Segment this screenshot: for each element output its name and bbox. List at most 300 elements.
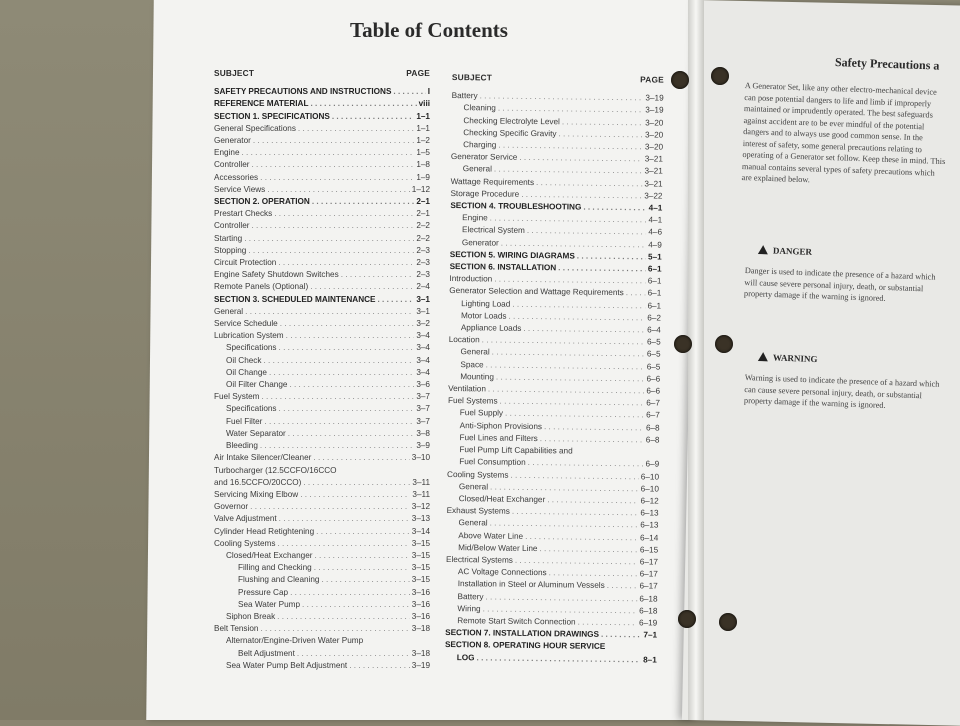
toc-entry-page: viii (418, 99, 430, 109)
toc-entry (214, 550, 430, 562)
toc-entry-page: 3–10 (411, 453, 430, 463)
toc-entry-page: 6–17 (639, 581, 658, 591)
toc-entry (214, 220, 430, 232)
toc-entry-title: Anti-Siphon Provisions (459, 420, 543, 431)
toc-entry-title: AC Voltage Connections (457, 567, 547, 578)
toc-entry-page: 6–2 (647, 313, 662, 323)
right-page-title: Safety Precautions a (834, 55, 940, 73)
toc-left-column (214, 67, 430, 672)
dot-leader (289, 379, 414, 391)
toc-entry-title: REFERENCE MATERIAL (214, 99, 309, 109)
toc-entry-page: 1–1 (416, 123, 430, 133)
toc-header (452, 71, 664, 86)
dot-leader (349, 660, 410, 672)
toc-entry-title: Cooling Systems (214, 538, 276, 548)
toc-entry-title: Starting (214, 233, 243, 243)
dot-leader (300, 489, 410, 501)
toc-entry-page: 6–6 (646, 374, 661, 384)
toc-entry-title: Remote Start Switch Connection (457, 616, 576, 627)
toc-entry-page: 1–8 (416, 160, 430, 170)
dot-leader (477, 652, 642, 666)
dot-leader (316, 526, 410, 538)
binder-hole-icon (674, 335, 692, 353)
toc-entry-page: 6–1 (647, 264, 662, 274)
dot-leader (298, 123, 414, 135)
toc-entry-title: Prestart Checks (214, 209, 273, 219)
toc-entry-title: Lighting Load (461, 298, 511, 309)
toc-entry-page: 6–18 (639, 593, 658, 604)
toc-entry-title: General (460, 347, 490, 357)
dot-leader (549, 567, 638, 580)
toc-entry-page: 2–3 (416, 258, 430, 268)
dot-leader (260, 623, 409, 635)
toc-entry-title: Fuel Lines and Filters (459, 433, 538, 443)
toc-entry-page: 3–7 (416, 404, 430, 414)
dot-leader (314, 550, 409, 562)
toc-entry-page: 6–13 (640, 508, 659, 518)
dot-leader (310, 281, 414, 293)
toc-entry (214, 257, 430, 269)
toc-entry-page: 3–12 (411, 502, 430, 512)
toc-entry-page: 3–16 (411, 599, 430, 609)
toc-entry-title: LOG (456, 652, 475, 662)
toc-entry (214, 330, 430, 342)
toc-entry-page: 6–5 (646, 349, 661, 360)
dot-leader (303, 477, 410, 489)
toc-entry-page: 6–5 (646, 337, 661, 347)
toc-entry-page: 3–16 (411, 587, 430, 597)
toc-entry-page: 6–5 (646, 362, 661, 372)
toc-right-column (445, 71, 664, 666)
toc-entry-title: Installation in Steel or Aluminum Vessels (457, 579, 605, 591)
toc-entry-title: Engine (462, 213, 488, 223)
dot-leader (279, 403, 415, 415)
toc-entry-page: 3–15 (411, 538, 430, 548)
toc-entry-title: SECTION 1. SPECIFICATIONS (214, 111, 330, 121)
toc-entry-title: General (458, 518, 488, 528)
toc-entry (214, 416, 430, 428)
toc-entry-title: Fuel System (214, 392, 260, 402)
toc-entry-title: Controller (214, 160, 250, 170)
toc-entry-page: 1–1 (416, 111, 430, 121)
toc-entry-page: 3–4 (416, 343, 430, 353)
toc-entry-page: 4–6 (648, 227, 663, 238)
toc-entry-page: 3–18 (411, 648, 430, 658)
dot-leader (577, 250, 646, 263)
toc-entry-title: Appliance Loads (460, 323, 522, 333)
toc-entry (214, 98, 430, 110)
dot-leader (562, 116, 643, 129)
toc-entry (214, 342, 430, 354)
toc-entry-title: Air Intake Silencer/Cleaner (214, 453, 312, 463)
toc-entry-page: 4–9 (648, 240, 662, 250)
dot-leader (280, 318, 415, 330)
toc-entry (214, 184, 430, 196)
dot-leader (312, 196, 414, 208)
toc-entry-title: Battery (457, 591, 484, 601)
toc-entry-title: Oil Check (226, 355, 262, 365)
toc-entry-title: Wiring (457, 603, 481, 614)
dot-leader (245, 306, 414, 318)
toc-entry-page: 6–1 (647, 276, 662, 286)
toc-entry-title: Introduction (449, 274, 493, 284)
dot-leader (252, 159, 415, 171)
toc-entry-page: 1–12 (411, 184, 430, 194)
toc-entry-page: 3–20 (645, 117, 664, 128)
toc-entry-title: SECTION 3. SCHEDULED MAINTENANCE (214, 294, 376, 304)
toc-entry-title: Engine Safety Shutdown Switches (214, 270, 339, 280)
page-header: PAGE (640, 74, 664, 85)
toc-entry-title: SECTION 4. TROUBLESHOOTING (450, 201, 582, 212)
toc-entry-title: Servicing Mixing Elbow (214, 489, 299, 499)
toc-entry-page: 8–1 (643, 654, 657, 665)
toc-entry-page: 2–3 (416, 270, 430, 280)
toc-entry (445, 652, 657, 667)
toc-entry (214, 501, 430, 513)
toc-entry-title: Charging (463, 140, 497, 150)
warning-triangle-icon (758, 352, 768, 361)
toc-entry-title: Location (448, 335, 480, 345)
toc-entry-page: 3–7 (416, 416, 430, 426)
toc-entry-page: 3–1 (416, 306, 430, 316)
toc-entry-title: Sea Water Pump Belt Adjustment (226, 660, 348, 670)
toc-entry (214, 562, 430, 574)
danger-text: Danger is used to indicate the presence of a hazard which will cause severe personal injury, death, or substantial property damage if the warning is ignored. (743, 265, 936, 303)
dot-leader (279, 342, 415, 354)
danger-label: DANGER (772, 245, 813, 257)
toc-entry-title: Water Separator (226, 428, 286, 438)
toc-entry-page: 6–9 (645, 459, 660, 469)
dot-leader (244, 233, 414, 245)
dot-leader (262, 391, 415, 403)
toc-entry (214, 635, 430, 647)
toc-entry-page: 3–19 (645, 93, 664, 103)
toc-entry-title: and 16.5CCFO/20CCO) (214, 477, 302, 487)
toc-entry-page: 6–10 (640, 484, 659, 494)
toc-entry-title: Fuel Filter (226, 416, 263, 426)
toc-entry-title: Alternator/Engine-Driven Water Pump (226, 636, 364, 646)
dot-leader (547, 494, 638, 507)
toc-entry (214, 526, 430, 538)
dot-leader (310, 98, 416, 110)
warning-heading (758, 352, 818, 364)
toc-entry (214, 86, 430, 98)
toc-entry-page: 1–5 (416, 148, 430, 158)
toc-entry-page: 3–19 (645, 105, 664, 115)
binder-hole-icon (678, 610, 696, 628)
toc-entry-page: 3–4 (416, 355, 430, 365)
toc-entry-title: Generator Selection and Wattage Requirements (449, 286, 624, 298)
binder-hole-icon (671, 71, 689, 89)
toc-entry (214, 367, 430, 379)
toc-entry-title: SECTION 8. OPERATING HOUR SERVICE (444, 640, 606, 652)
toc-entry-title: Fuel Consumption (459, 457, 526, 468)
dot-leader (242, 147, 415, 159)
toc-entry-page: 3–1 (416, 294, 430, 304)
dot-leader (269, 367, 414, 379)
toc-entry-title: General (458, 481, 489, 492)
toc-entry-page: 3–19 (411, 660, 430, 670)
toc-entry-page: I (427, 87, 430, 97)
toc-entry-page: 3–9 (416, 441, 430, 451)
toc-entry (214, 599, 430, 611)
toc-entry-title: General (462, 164, 492, 174)
toc-entry-page: 1–2 (416, 136, 430, 146)
toc-entry-page: 3–18 (411, 624, 430, 634)
toc-entry-page: 3–15 (411, 563, 430, 573)
toc-entry-page: 4–1 (648, 215, 663, 225)
toc-entry-title: Cylinder Head Retightening (214, 526, 315, 536)
toc-entry-title: Belt Adjustment (238, 648, 295, 658)
toc-entry-title: Belt Tension (214, 624, 259, 634)
toc-entry-page: 6–19 (638, 618, 658, 628)
toc-entry-title: Electrical System (462, 225, 525, 236)
toc-entry-title: Pressure Cap (238, 587, 289, 597)
toc-entry-title: Generator (461, 237, 499, 248)
toc-header (214, 67, 430, 79)
toc-entry-title: General (214, 306, 244, 316)
toc-entry-title: Generator (214, 136, 251, 146)
toc-entry (214, 489, 430, 501)
toc-entry (214, 574, 430, 586)
toc-entry-title: Service Schedule (214, 319, 278, 329)
toc-entry-page: 3–21 (644, 166, 663, 177)
toc-entry-page: 3–7 (416, 392, 430, 402)
toc-entry (214, 660, 430, 672)
toc-entry (214, 403, 430, 415)
toc-entry-title: SECTION 7. INSTALLATION DRAWINGS (445, 628, 600, 639)
toc-entry-title: SAFETY PRECAUTIONS AND INSTRUCTIONS (214, 87, 392, 97)
dot-leader (252, 220, 415, 232)
toc-entry-page: 6–15 (639, 545, 659, 555)
toc-entry-title: Stopping (214, 245, 247, 255)
toc-entry-page: 6–10 (640, 471, 660, 482)
toc-entry (214, 123, 430, 135)
toc-entry-page: 3–20 (644, 142, 664, 152)
toc-entry-title: Filling and Checking (238, 563, 312, 573)
binder-hole-icon (719, 613, 737, 631)
toc-entry-page: 6–1 (647, 301, 662, 311)
dot-leader (278, 257, 414, 269)
dot-leader (558, 128, 643, 141)
toc-entry-page: 2–1 (416, 209, 430, 219)
toc-entry-title: SECTION 5. WIRING DIAGRAMS (449, 249, 575, 261)
toc-entry-title: Storage Procedure (450, 188, 520, 199)
toc-entry (214, 379, 430, 391)
toc-entry-page: 2–3 (416, 245, 430, 255)
toc-entry (214, 538, 430, 550)
dot-leader (274, 208, 414, 220)
page-title: Table of Contents (350, 18, 508, 42)
toc-entry-page: 3–22 (644, 191, 663, 201)
toc-entry (214, 623, 430, 635)
toc-entry-title: Service Views (214, 184, 266, 194)
toc-entry (214, 172, 430, 184)
toc-entry-page: 3–11 (412, 489, 430, 499)
dot-leader (277, 611, 410, 623)
toc-entry (214, 281, 430, 293)
dot-leader (267, 184, 410, 196)
toc-entry-title: Oil Change (226, 367, 267, 377)
dot-leader (264, 416, 414, 428)
binder-hole-icon (711, 67, 729, 85)
dot-leader (286, 330, 415, 342)
toc-entry (214, 208, 430, 220)
toc-entry-title: Electrical Systems (445, 554, 513, 565)
toc-entry (214, 111, 430, 123)
toc-entry (214, 318, 430, 330)
warning-label: WARNING (772, 352, 818, 365)
warning-text: Warning is used to indicate the presence of a hazard which can cause severe personal injury, death, or substantial property damage if the warning is ignored. (743, 372, 940, 410)
toc-entry-page: 2–1 (416, 197, 430, 207)
dot-leader (393, 86, 425, 98)
toc-entry-page: 6–12 (640, 496, 659, 506)
dot-leader (601, 629, 642, 642)
toc-entry (214, 428, 430, 440)
toc-entry-title: Valve Adjustment (214, 514, 277, 524)
toc-entry-title: Cleaning (463, 103, 496, 113)
toc-entry-page: 6–7 (646, 410, 660, 421)
safety-intro-text: A Generator Set, like any other electro-mechanical device can pose potential dangers to life and limb if improperly maintained or imprudently operated. The best safeguards against accident are to be ever mindful of the potential dangers and to always use good common sense. In the interest of safety, some general precautions relating to operating of a Generator set follow. Keep these in mind. This manual contains several types of safety precautions which are explained below. (741, 80, 946, 185)
toc-entry-page: 3–16 (411, 611, 430, 621)
dot-leader (279, 513, 410, 525)
toc-entry (214, 135, 430, 147)
toc-entry-page: 3–15 (411, 575, 430, 585)
toc-entry-page: 3–8 (416, 428, 430, 438)
dot-leader (321, 574, 409, 586)
toc-entry-title: Lubrication System (214, 331, 284, 341)
toc-entry-page: 3–13 (411, 514, 430, 524)
toc-entry-page: 6–4 (647, 325, 661, 335)
toc-entry-title: Fuel Pump Lift Capabilities and (459, 445, 573, 456)
toc-entry-title: Closed/Heat Exchanger (458, 494, 546, 505)
toc-entry-page: 1–9 (416, 172, 430, 182)
toc-entry (214, 391, 430, 403)
toc-entry-page: 6–7 (646, 398, 661, 408)
dot-leader (297, 648, 410, 660)
toc-entry-page: 6–14 (640, 532, 659, 543)
toc-entry-page: 3–20 (644, 130, 664, 140)
toc-entry (214, 306, 430, 318)
warning-triangle-icon (758, 245, 768, 254)
toc-entry (214, 159, 430, 171)
toc-entry-page: 3–2 (416, 319, 430, 329)
toc-entry-page: 3–4 (416, 331, 430, 341)
toc-entry-page: 6–17 (639, 569, 658, 579)
toc-entry-title: Exhaust Systems (446, 506, 510, 516)
toc-entry-title: Bleeding (226, 441, 258, 451)
dot-leader (248, 245, 414, 257)
toc-entry-page: 3–4 (416, 367, 430, 377)
toc-entry-page: 3–21 (644, 154, 663, 164)
toc-entry-title: Turbocharger (12.5CCFO/16CCO (214, 465, 337, 475)
toc-entry (214, 269, 430, 281)
toc-entry (214, 355, 430, 367)
toc-entry-title: Engine (214, 148, 240, 158)
toc-entry-title: Space (460, 359, 484, 370)
dot-leader (626, 288, 646, 300)
danger-heading (758, 245, 812, 257)
subject-header: SUBJECT (214, 68, 255, 78)
toc-entry-page: 6–13 (640, 520, 659, 530)
toc-entry-title: Checking Electrolyte Level (463, 115, 560, 126)
dot-leader (264, 355, 415, 367)
dot-leader (578, 617, 638, 630)
toc-entry (214, 477, 430, 489)
dot-leader (260, 172, 414, 184)
toc-entry-page: 6–18 (639, 606, 658, 616)
dot-leader (277, 538, 409, 550)
toc-entry (214, 611, 430, 623)
toc-entry-title: Controller (214, 221, 250, 231)
toc-entry-title: Sea Water Pump (238, 599, 301, 609)
dot-leader (607, 580, 638, 593)
toc-entry (214, 245, 430, 257)
toc-entry-page: 3–15 (411, 550, 430, 560)
toc-entry-title: Governor (214, 502, 249, 512)
toc-entry-title: Oil Filter Change (226, 380, 288, 390)
toc-entry-title: Specifications (226, 404, 277, 414)
dot-leader (250, 501, 410, 513)
subject-header: SUBJECT (451, 71, 493, 83)
toc-entry (214, 513, 430, 525)
toc-entry-title: Wattage Requirements (450, 176, 535, 187)
toc-entries (214, 86, 430, 672)
toc-entry-title: Generator Service (450, 152, 518, 163)
toc-entry (214, 452, 430, 464)
toc-entry-page: 3–6 (416, 380, 430, 390)
toc-entry-title: General Specifications (214, 123, 296, 133)
toc-entry-page: 6–1 (647, 288, 662, 299)
toc-entry-title: Fuel Systems (447, 396, 498, 406)
dot-leader (290, 587, 410, 599)
toc-entry-title: Fuel Supply (459, 408, 504, 419)
toc-entry-title: Battery (451, 91, 478, 101)
toc-entry (214, 587, 430, 599)
toc-entry-title: Mounting (460, 371, 495, 382)
dot-leader (341, 269, 415, 281)
toc-entry-title: Motor Loads (460, 310, 507, 321)
toc-entry-page: 2–2 (416, 233, 430, 243)
toc-entry-page: 6–6 (646, 386, 661, 396)
toc-entry (214, 147, 430, 159)
toc-entry-page: 3–11 (412, 477, 430, 487)
toc-entry-title: Siphon Break (226, 611, 276, 621)
toc-entry-page: 4–1 (648, 203, 663, 213)
toc-entry-page: 3–14 (411, 526, 430, 536)
toc-entry-page: 2–4 (416, 282, 430, 292)
binder-hole-icon (715, 335, 733, 353)
dot-leader (302, 599, 410, 611)
toc-entry (214, 648, 430, 660)
dot-leader (253, 135, 414, 147)
toc-entry (214, 294, 430, 306)
toc-entry-page: 7–1 (643, 630, 658, 640)
toc-entry (214, 440, 430, 452)
toc-entry-title: Mid/Below Water Line (458, 542, 538, 553)
toc-entry-title: Closed/Heat Exchanger (226, 550, 313, 560)
toc-entry-title: SECTION 6. INSTALLATION (449, 262, 557, 273)
dot-leader (378, 294, 415, 306)
toc-entry-title: Remote Panels (Optional) (214, 282, 309, 292)
toc-entry-title: Circuit Protection (214, 258, 277, 268)
dot-leader (539, 543, 638, 556)
dot-leader (332, 111, 414, 123)
dot-leader (260, 440, 414, 452)
toc-entry-page: 6–8 (645, 423, 660, 433)
toc-entry-title: Cooling Systems (447, 469, 509, 480)
toc-entry (214, 233, 430, 245)
